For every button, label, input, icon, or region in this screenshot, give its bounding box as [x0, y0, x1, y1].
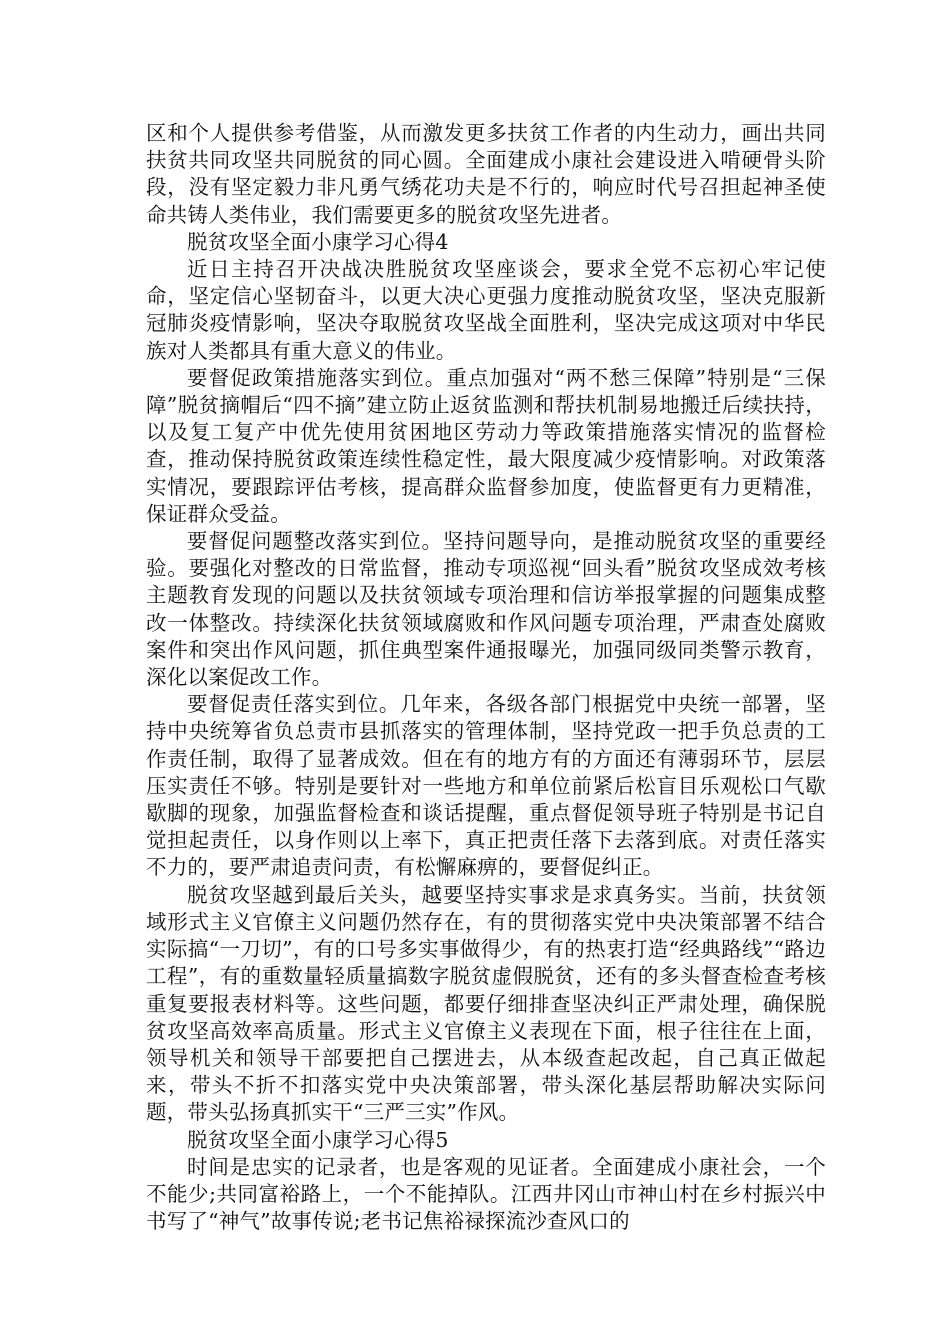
document-page — [146, 120, 826, 1235]
paragraph-5: 要督促责任落实到位。几年来，各级各部门根据党中央统一部署，坚持中央统筹省负总责市县抓落实的管理体制，坚持党政一把手负总责的工作责任制，取得了显著成效。但在有的地方有的方面还有薄弱环节，层层压实责任不够。特别是要针对一些地方和单位前紧后松盲目乐观松口气歇歇脚的现象，加强监督检查和谈话提醒，重点督促领导班子特别是书记自觉担起责任，以身作则以上率下，真正把责任落下去落到底。对责任落实不力的，要严肃追责问责，有松懈麻痹的，要督促纠正。 — [146, 692, 826, 880]
paragraph-4: 要督促问题整改落实到位。坚持问题导向，是推动脱贫攻坚的重要经验。要强化对整改的日常监督，推动专项巡视“回头看”脱贫攻坚成效考核主题教育发现的问题以及扶贫领域专项治理和信访举报掌握的问题集成整改一体整改。持续深化扶贫领域腐败和作风问题专项治理，严肃查处腐败案件和突出作风问题，抓住典型案件通报曝光，加强同级同类警示教育，深化以案促改工作。 — [146, 529, 826, 690]
paragraph-2: 近日主持召开决战决胜脱贫攻坚座谈会，要求全党不忘初心牢记使命，坚定信心坚韧奋斗，以更大决心更强力度推动脱贫攻坚，坚决克服新冠肺炎疫情影响，坚决夺取脱贫攻坚战全面胜利，坚决完成这项对中华民族对人类都具有重大意义的伟业。 — [146, 257, 826, 363]
paragraph-1: 区和个人提供参考借鉴，从而激发更多扶贫工作者的内生动力，画出共同扶贫共同攻坚共同脱贫的同心圆。全面建成小康社会建设进入啃硬骨头阶段，没有坚定毅力非凡勇气绣花功夫是不行的，响应时代号召担起神圣使命共铸人类伟业，我们需要更多的脱贫攻坚先进者。 — [146, 121, 826, 227]
section-heading-5: 脱贫攻坚全面小康学习心得5 — [187, 1127, 449, 1152]
section-heading-4: 脱贫攻坚全面小康学习心得4 — [187, 229, 449, 254]
paragraph-7: 时间是忠实的记录者，也是客观的见证者。全面建成小康社会，一个不能少;共同富裕路上，一个不能掉队。江西井冈山市神山村在乡村振兴中书写了“神气”故事传说;老书记焦裕禄探流沙查风口的 — [146, 1154, 826, 1234]
paragraph-3: 要督促政策措施落实到位。重点加强对“两不愁三保障”特别是“三保障”脱贫摘帽后“四不摘”建立防止返贫监测和帮扶机制易地搬迁后续扶持，以及复工复产中优先使用贫困地区劳动力等政策措施落实情况的监督检查，推动保持脱贫政策连续性稳定性，最大限度减少疫情影响。对政策落实情况，要跟踪评估考核，提高群众监督参加度，使监督更有力更精准，保证群众受益。 — [146, 365, 826, 526]
paragraph-6: 脱贫攻坚越到最后关头，越要坚持实事求是求真务实。当前，扶贫领域形式主义官僚主义问题仍然存在，有的贯彻落实党中央决策部署不结合实际搞“一刀切”，有的口号多实事做得少，有的热衷打造“经典路线”“路边工程”，有的重数量轻质量搞数字脱贫虚假脱贫，还有的多头督查检查考核重复要报表材料等。这些问题，都要仔细排查坚决纠正严肃处理，确保脱贫攻坚高效率高质量。形式主义官僚主义表现在下面，根子往往在上面，领导机关和领导干部要把自己摆进去，从本级查起改起，自己真正做起来，带头不折不扣落实党中央决策部署，带头深化基层帮助解决实际问题，带头弘扬真抓实干“三严三实”作风。 — [146, 882, 826, 1125]
